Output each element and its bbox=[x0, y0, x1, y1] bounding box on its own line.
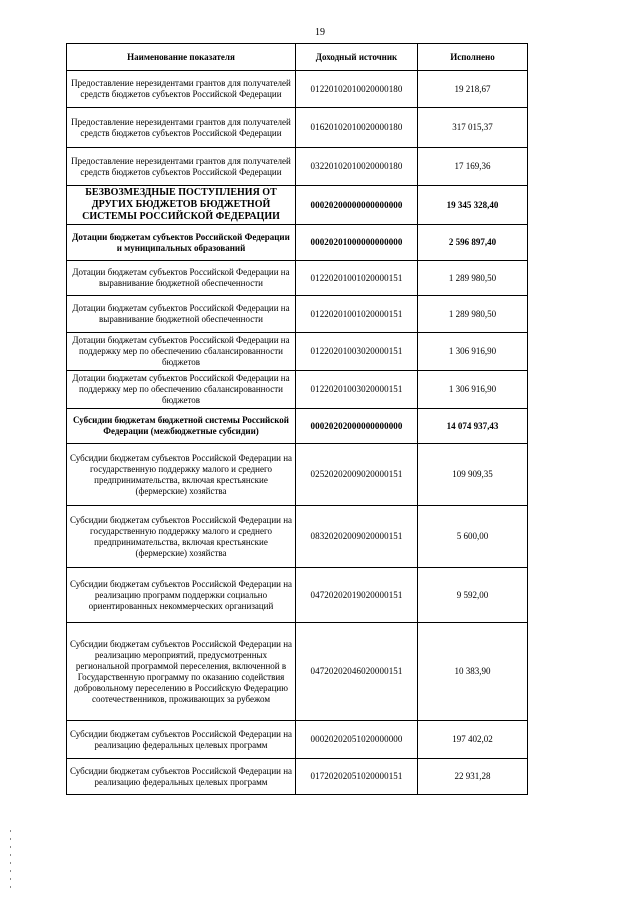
executed-amount-cell: 19 345 328,40 bbox=[418, 186, 528, 225]
table-row bbox=[67, 409, 528, 444]
revenue-source-cell: 02520202009020000151 bbox=[296, 444, 418, 506]
executed-amount-cell: 10 383,90 bbox=[418, 623, 528, 721]
revenue-source-cell: 00020202000000000000 bbox=[296, 409, 418, 444]
executed-amount-cell: 19 218,67 bbox=[418, 71, 528, 108]
revenue-source-cell: 01220201001020000151 bbox=[296, 296, 418, 333]
header-indicator-name: Наименование показателя bbox=[67, 44, 296, 71]
indicator-name-cell: Дотации бюджетам субъектов Российской Федерации на поддержку мер по обеспечению сбалансированности бюджетов bbox=[67, 333, 296, 371]
indicator-name-cell: Субсидии бюджетам субъектов Российской Федерации на реализацию федеральных целевых программ bbox=[67, 759, 296, 795]
margin-marks bbox=[10, 830, 12, 900]
table-row bbox=[67, 568, 528, 623]
revenue-source-cell: 01220201001020000151 bbox=[296, 261, 418, 296]
executed-amount-cell: 17 169,36 bbox=[418, 148, 528, 186]
revenue-source-cell: 00020201000000000000 bbox=[296, 225, 418, 261]
table-row bbox=[67, 108, 528, 148]
indicator-name-cell: БЕЗВОЗМЕЗДНЫЕ ПОСТУПЛЕНИЯ ОТ ДРУГИХ БЮДЖЕТОВ БЮДЖЕТНОЙ СИСТЕМЫ РОССИЙСКОЙ ФЕДЕРАЦИИ bbox=[67, 186, 296, 225]
revenue-source-cell: 00020202051020000000 bbox=[296, 721, 418, 759]
table-row bbox=[67, 261, 528, 296]
table-row bbox=[67, 148, 528, 186]
indicator-name-cell: Предоставление нерезидентами грантов для получателей средств бюджетов субъектов Российской Федерации bbox=[67, 71, 296, 108]
executed-amount-cell: 1 289 980,50 bbox=[418, 296, 528, 333]
table-row bbox=[67, 333, 528, 371]
indicator-name-cell: Дотации бюджетам субъектов Российской Федерации и муниципальных образований bbox=[67, 225, 296, 261]
executed-amount-cell: 14 074 937,43 bbox=[418, 409, 528, 444]
budget-report-table bbox=[66, 43, 528, 795]
table-row bbox=[67, 444, 528, 506]
revenue-source-cell: 01220201003020000151 bbox=[296, 371, 418, 409]
indicator-name-cell: Субсидии бюджетам субъектов Российской Федерации на реализацию мероприятий, предусмотренных региональной программой переселения, включенной в Государственную программу по оказанию содействия добровольному переселению в Российскую Федерацию соотечественников, проживающих за рубежом bbox=[67, 623, 296, 721]
executed-amount-cell: 1 306 916,90 bbox=[418, 371, 528, 409]
table-row bbox=[67, 506, 528, 568]
indicator-name-cell: Субсидии бюджетам субъектов Российской Федерации на государственную поддержку малого и среднего предпринимательства, включая крестьянские (фермерские) хозяйства bbox=[67, 506, 296, 568]
executed-amount-cell: 317 015,37 bbox=[418, 108, 528, 148]
executed-amount-cell: 2 596 897,40 bbox=[418, 225, 528, 261]
indicator-name-cell: Дотации бюджетам субъектов Российской Федерации на поддержку мер по обеспечению сбалансированности бюджетов bbox=[67, 371, 296, 409]
page-number: 19 bbox=[315, 27, 325, 38]
indicator-name-cell: Субсидии бюджетам бюджетной системы Российской Федерации (межбюджетные субсидии) bbox=[67, 409, 296, 444]
executed-amount-cell: 1 306 916,90 bbox=[418, 333, 528, 371]
executed-amount-cell: 197 402,02 bbox=[418, 721, 528, 759]
indicator-name-cell: Субсидии бюджетам субъектов Российской Федерации на реализацию федеральных целевых программ bbox=[67, 721, 296, 759]
revenue-source-cell: 01720202051020000151 bbox=[296, 759, 418, 795]
table-header-row bbox=[67, 44, 528, 71]
revenue-source-cell: 01620102010020000180 bbox=[296, 108, 418, 148]
indicator-name-cell: Дотации бюджетам субъектов Российской Федерации на выравнивание бюджетной обеспеченности bbox=[67, 261, 296, 296]
header-revenue-source: Доходный источник bbox=[296, 44, 418, 71]
revenue-source-cell: 00020200000000000000 bbox=[296, 186, 418, 225]
revenue-source-cell: 04720202019020000151 bbox=[296, 568, 418, 623]
revenue-source-cell: 01220102010020000180 bbox=[296, 71, 418, 108]
executed-amount-cell: 109 909,35 bbox=[418, 444, 528, 506]
indicator-name-cell: Предоставление нерезидентами грантов для получателей средств бюджетов субъектов Российской Федерации bbox=[67, 148, 296, 186]
table-row bbox=[67, 371, 528, 409]
executed-amount-cell: 9 592,00 bbox=[418, 568, 528, 623]
indicator-name-cell: Дотации бюджетам субъектов Российской Федерации на выравнивание бюджетной обеспеченности bbox=[67, 296, 296, 333]
indicator-name-cell: Субсидии бюджетам субъектов Российской Федерации на реализацию программ поддержки социально ориентированных некоммерческих организаций bbox=[67, 568, 296, 623]
table-row bbox=[67, 186, 528, 225]
revenue-source-cell: 08320202009020000151 bbox=[296, 506, 418, 568]
table-row bbox=[67, 296, 528, 333]
indicator-name-cell: Субсидии бюджетам субъектов Российской Федерации на государственную поддержку малого и среднего предпринимательства, включая крестьянские (фермерские) хозяйства bbox=[67, 444, 296, 506]
indicator-name-cell: Предоставление нерезидентами грантов для получателей средств бюджетов субъектов Российской Федерации bbox=[67, 108, 296, 148]
table-row bbox=[67, 759, 528, 795]
revenue-source-cell: 03220102010020000180 bbox=[296, 148, 418, 186]
executed-amount-cell: 22 931,28 bbox=[418, 759, 528, 795]
revenue-source-cell: 04720202046020000151 bbox=[296, 623, 418, 721]
revenue-source-cell: 01220201003020000151 bbox=[296, 333, 418, 371]
table-row bbox=[67, 225, 528, 261]
table-row bbox=[67, 623, 528, 721]
executed-amount-cell: 5 600,00 bbox=[418, 506, 528, 568]
executed-amount-cell: 1 289 980,50 bbox=[418, 261, 528, 296]
table-row bbox=[67, 71, 528, 108]
table-row bbox=[67, 721, 528, 759]
header-executed: Исполнено bbox=[418, 44, 528, 71]
